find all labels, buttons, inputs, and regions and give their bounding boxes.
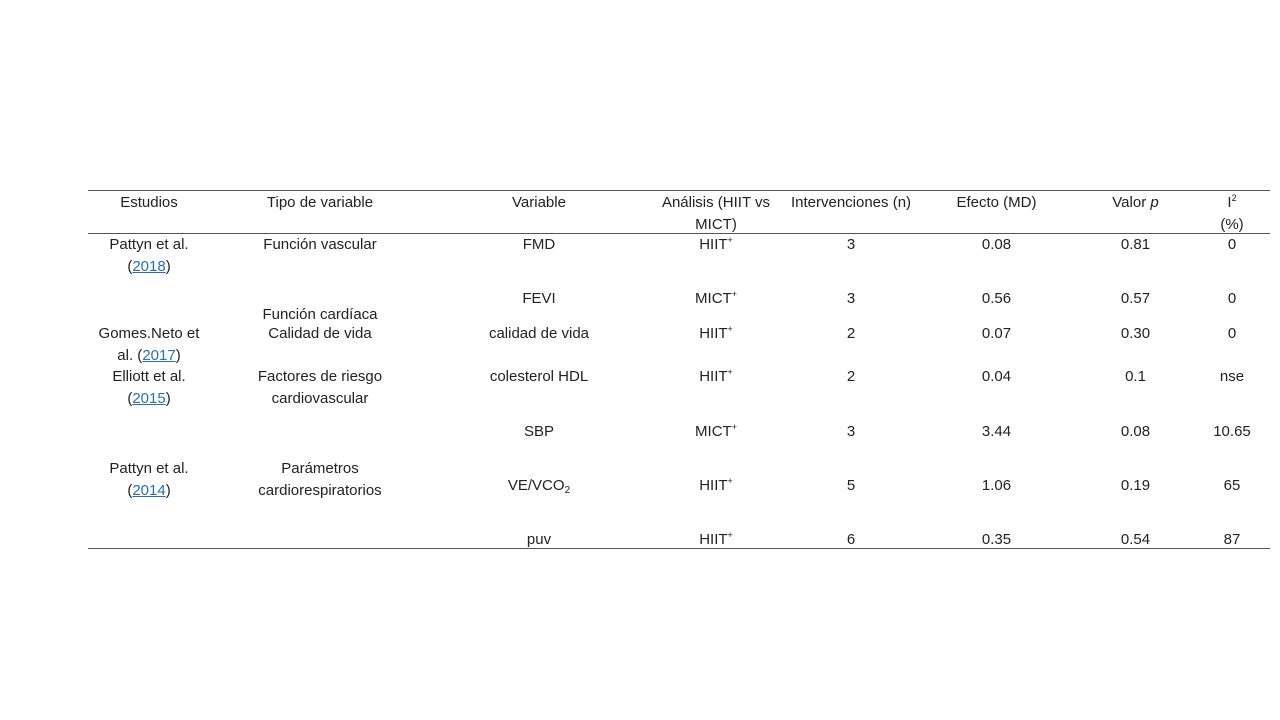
top-rule (88, 190, 1270, 191)
header-i2-pct: (%) (1220, 216, 1244, 233)
header-analisis-line1: Análisis (HIIT vs (661, 194, 771, 211)
row-n: 2 (846, 325, 856, 342)
row-efecto: 0.08 (981, 236, 1012, 253)
row-i2: 87 (1223, 531, 1241, 548)
header-analisis-line2: MICT) (695, 216, 737, 233)
row-efecto: 0.56 (981, 290, 1012, 307)
study-pattyn-2014-authors: Pattyn et al. (109, 460, 189, 477)
study-elliott-authors: Elliott et al. (112, 368, 186, 385)
row-i2: 0 (1227, 290, 1237, 307)
header-estudios: Estudios (120, 194, 178, 211)
header-valor-p: Valor p (1112, 194, 1159, 211)
row-p: 0.1 (1125, 368, 1146, 385)
row-i2: 0 (1227, 236, 1237, 253)
row-n: 6 (846, 531, 856, 548)
row-variable: FEVI (522, 290, 556, 307)
row-p: 0.08 (1120, 423, 1151, 440)
header-variable: Variable (512, 194, 566, 211)
row-analisis: MICT+ (695, 422, 737, 440)
results-table (88, 190, 1270, 550)
type-factores-line1: Factores de riesgo (257, 368, 383, 385)
citation-link-2014[interactable]: 2014 (132, 482, 166, 499)
type-funcion-vascular: Función vascular (263, 236, 377, 253)
row-variable: $VE/VCO_2$ (507, 477, 571, 496)
study-pattyn-2018-authors: Pattyn et al. (109, 236, 189, 253)
row-analisis: HIIT+ (699, 367, 733, 385)
row-p: 0.54 (1120, 531, 1151, 548)
study-pattyn-2014-year: (2014) (127, 482, 171, 499)
row-variable: calidad de vida (488, 325, 590, 342)
citation-link-2018[interactable]: 2018 (132, 258, 166, 275)
row-p: 0.57 (1120, 290, 1151, 307)
row-variable: puv (526, 531, 552, 548)
row-analisis: HIIT+ (699, 324, 733, 342)
row-n: 3 (846, 423, 856, 440)
row-analisis: MICT+ (695, 289, 737, 307)
row-efecto: 0.07 (981, 325, 1012, 342)
study-elliott-year: (2015) (127, 390, 171, 407)
study-gomes-neto-year: al. (2017) (117, 347, 181, 364)
row-p: 0.81 (1120, 236, 1151, 253)
row-n: 3 (846, 290, 856, 307)
row-i2: 10.65 (1213, 423, 1251, 440)
row-efecto: 3.44 (981, 423, 1012, 440)
row-variable: SBP (523, 423, 554, 440)
row-i2: nse (1219, 368, 1245, 385)
citation-link-2015[interactable]: 2015 (132, 390, 166, 407)
row-n: 5 (846, 477, 856, 494)
type-calidad-vida: Calidad de vida (268, 325, 372, 342)
row-i2: 0 (1227, 325, 1237, 342)
row-n: 3 (846, 236, 856, 253)
row-analisis: HIIT+ (699, 476, 733, 494)
row-p: 0.30 (1120, 325, 1151, 342)
study-gomes-neto-authors: Gomes.Neto et (98, 325, 200, 342)
study-pattyn-2018-year: (2018) (127, 258, 171, 275)
type-funcion-cardiaca: Función cardíaca (262, 306, 378, 323)
citation-link-2017[interactable]: 2017 (142, 347, 176, 364)
row-variable: colesterol HDL (489, 368, 589, 385)
row-analisis: HIIT+ (699, 530, 733, 548)
row-analisis: HIIT+ (699, 235, 733, 253)
type-parametros-line1: Parámetros (281, 460, 359, 477)
row-i2: 65 (1223, 477, 1241, 494)
row-n: 2 (846, 368, 856, 385)
header-tipo-variable: Tipo de variable (266, 194, 374, 211)
type-parametros-line2: cardiorespiratorios (258, 482, 382, 499)
header-efecto: Efecto (MD) (956, 194, 1037, 211)
header-intervenciones: Intervenciones (n) (790, 194, 912, 211)
row-efecto: 0.04 (981, 368, 1012, 385)
row-p: 0.19 (1120, 477, 1151, 494)
row-variable: FMD (522, 236, 556, 253)
type-factores-line2: cardiovascular (271, 390, 369, 407)
row-efecto: 0.35 (981, 531, 1012, 548)
header-i2: $I^2$ (1227, 193, 1237, 211)
row-efecto: 1.06 (981, 477, 1012, 494)
